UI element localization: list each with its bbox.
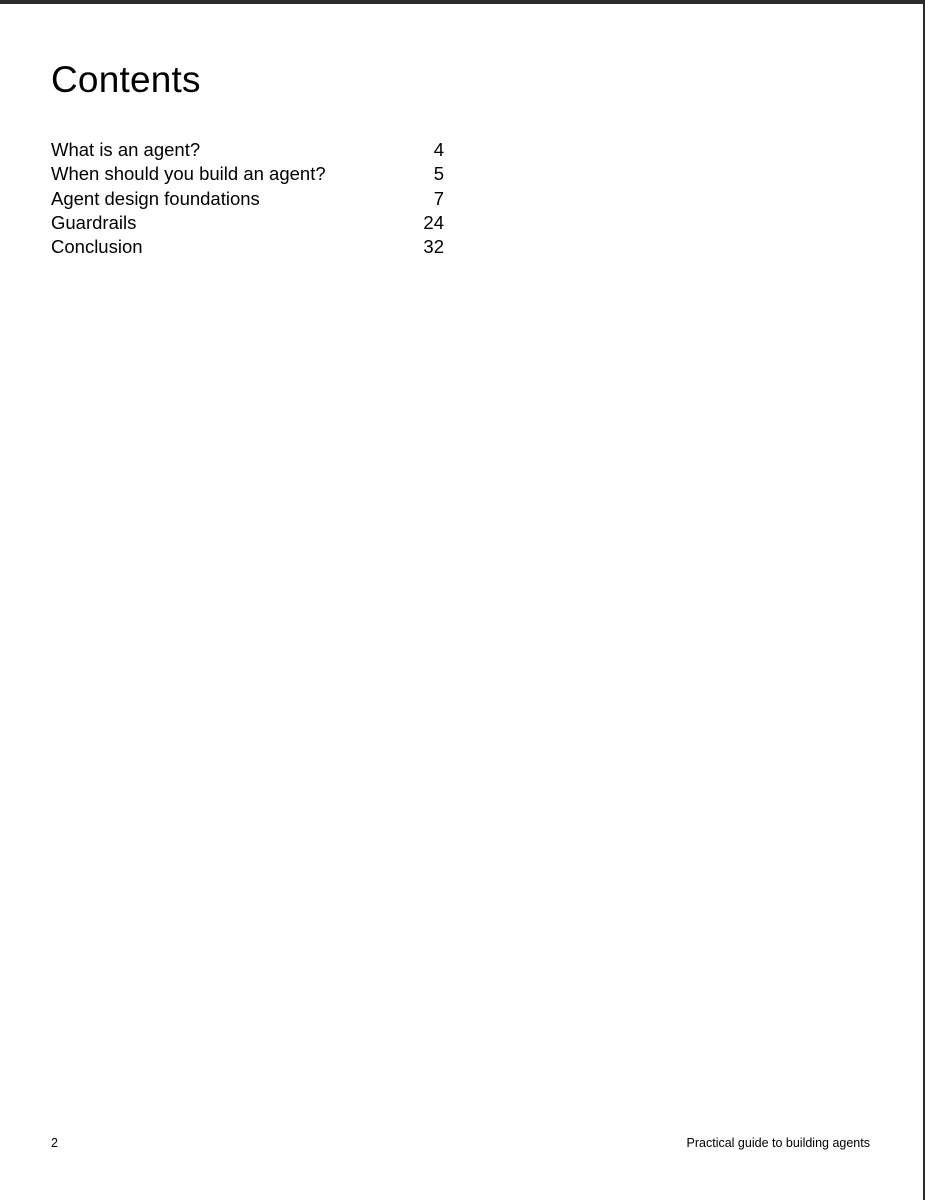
toc-entry-page-number: 4 [433, 139, 444, 160]
table-of-contents [51, 138, 444, 259]
toc-entry-page-number: 7 [433, 187, 444, 209]
toc-entry-what-is-an-agent[interactable] [51, 138, 444, 162]
footer-document-title: Practical guide to building agents [686, 1136, 870, 1150]
toc-entry-page-number: 32 [423, 236, 444, 258]
toc-entry-title: Guardrails [51, 211, 137, 233]
toc-entry-conclusion[interactable] [51, 235, 444, 259]
toc-entry-title: Conclusion [51, 236, 143, 258]
page-title: Contents [51, 59, 201, 100]
top-edge-border [0, 0, 925, 4]
toc-entry-page-number: 5 [433, 163, 444, 185]
toc-entry-page-number: 24 [423, 211, 444, 233]
toc-entry-agent-design-foundations[interactable] [51, 187, 444, 211]
footer-page-number: 2 [51, 1136, 58, 1150]
toc-entry-title: What is an agent? [51, 139, 201, 160]
toc-entry-title: Agent design foundations [51, 187, 260, 209]
toc-entry-guardrails[interactable] [51, 211, 444, 235]
toc-entry-title: When should you build an agent? [51, 163, 326, 185]
toc-entry-when-to-build-agent[interactable] [51, 162, 444, 186]
